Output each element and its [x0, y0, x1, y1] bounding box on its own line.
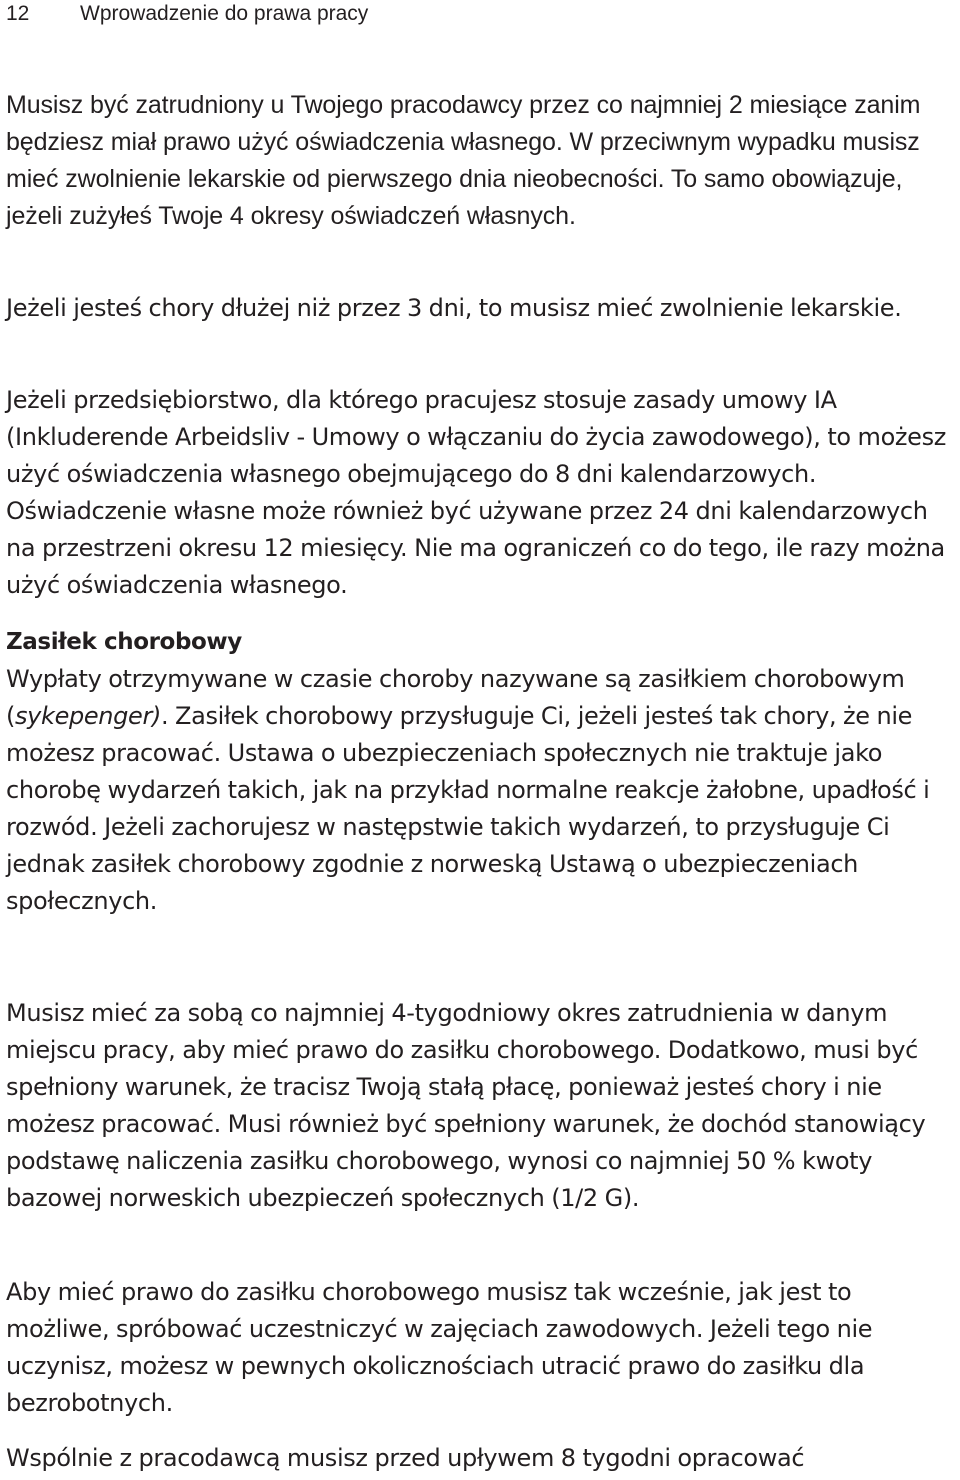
paragraph-work-activity: Aby mieć prawo do zasiłku chorobowego musisz tak wcześnie, jak jest to możliwe, spróbować uczestniczyć w zajęciach zawodowych. Jeżeli tego nie uczynisz, możesz w pewnych okolicznościach utracić prawo do zasiłku dla bezrobotnych.	[6, 1278, 873, 1417]
italic-term: sykepenger)	[15, 702, 161, 730]
paragraph-ia-agreement: Jeżeli przedsiębiorstwo, dla którego pracujesz stosuje zasady umowy IA (Inkluderende Arbeidsliv - Umowy o włączaniu do życia zawodowego), to możesz użyć oświadczenia własnego obejmującego do 8 dni kalendarzowych. Oświadczenie własne może również być używane przez 24 dni kalendarzowych na przestrzeni okresu 12 miesięcy. Nie ma ograniczeń co do tego, ile razy można użyć oświadczenia własnego.	[6, 386, 946, 599]
paragraph-sick-pay-intro	[6, 661, 951, 920]
running-header	[6, 0, 368, 28]
page-number: 12	[6, 2, 30, 25]
sick-pay-intro-text: Wypłaty otrzymywane w czasie choroby nazywane są zasiłkiem chorobowym (	[6, 665, 905, 730]
section-heading-sick-pay: Zasiłek chorobowy	[6, 629, 242, 655]
paragraph-employer-plan: Wspólnie z pracodawcą musisz przed upływem 8 tygodni opracować	[6, 1444, 805, 1472]
paragraph-employment-requirement: Musisz być zatrudniony u Twojego pracodawcy przez co najmniej 2 miesiące zanim będziesz miał prawo użyć oświadczenia własnego. W przeciwnym wypadku musisz mieć zwolnienie lekarskie od pierwszego dnia nieobecności. To samo obowiązuje, jeżeli zużyłeś Twoje 4 okresy oświadczeń własnych.	[6, 91, 921, 230]
sick-pay-intro-continued: . Zasiłek chorobowy przysługuje Ci, jeżeli jesteś tak chory, że nie możesz pracować. Ustawa o ubezpieczeniach społecznych nie traktuje jako chorobę wydarzeń takich, jak na przykład normalne reakcje żałobne, upadłość i rozwód. Jeżeli zachorujesz w następstwie takich wydarzeń, to przysługuje Ci jednak zasiłek chorobowy zgodnie z norweską Ustawą o ubezpieczeniach społecznych.	[6, 702, 930, 915]
paragraph-sick-leave-duration: Jeżeli jesteś chory dłużej niż przez 3 dni, to musisz mieć zwolnienie lekarskie.	[6, 294, 902, 322]
running-title: Wprowadzenie do prawa pracy	[80, 2, 369, 25]
paragraph-four-week-requirement: Musisz mieć za sobą co najmniej 4-tygodniowy okres zatrudnienia w danym miejscu pracy, aby mieć prawo do zasiłku chorobowego. Dodatkowo, musi być spełniony warunek, że tracisz Twoją stałą płacę, ponieważ jesteś chory i nie możesz pracować. Musi również być spełniony warunek, że dochód stanowiący podstawę naliczenia zasiłku chorobowego, wynosi co najmniej 50 % kwoty bazowej norweskich ubezpieczeń społecznych (1/2 G).	[6, 999, 926, 1212]
